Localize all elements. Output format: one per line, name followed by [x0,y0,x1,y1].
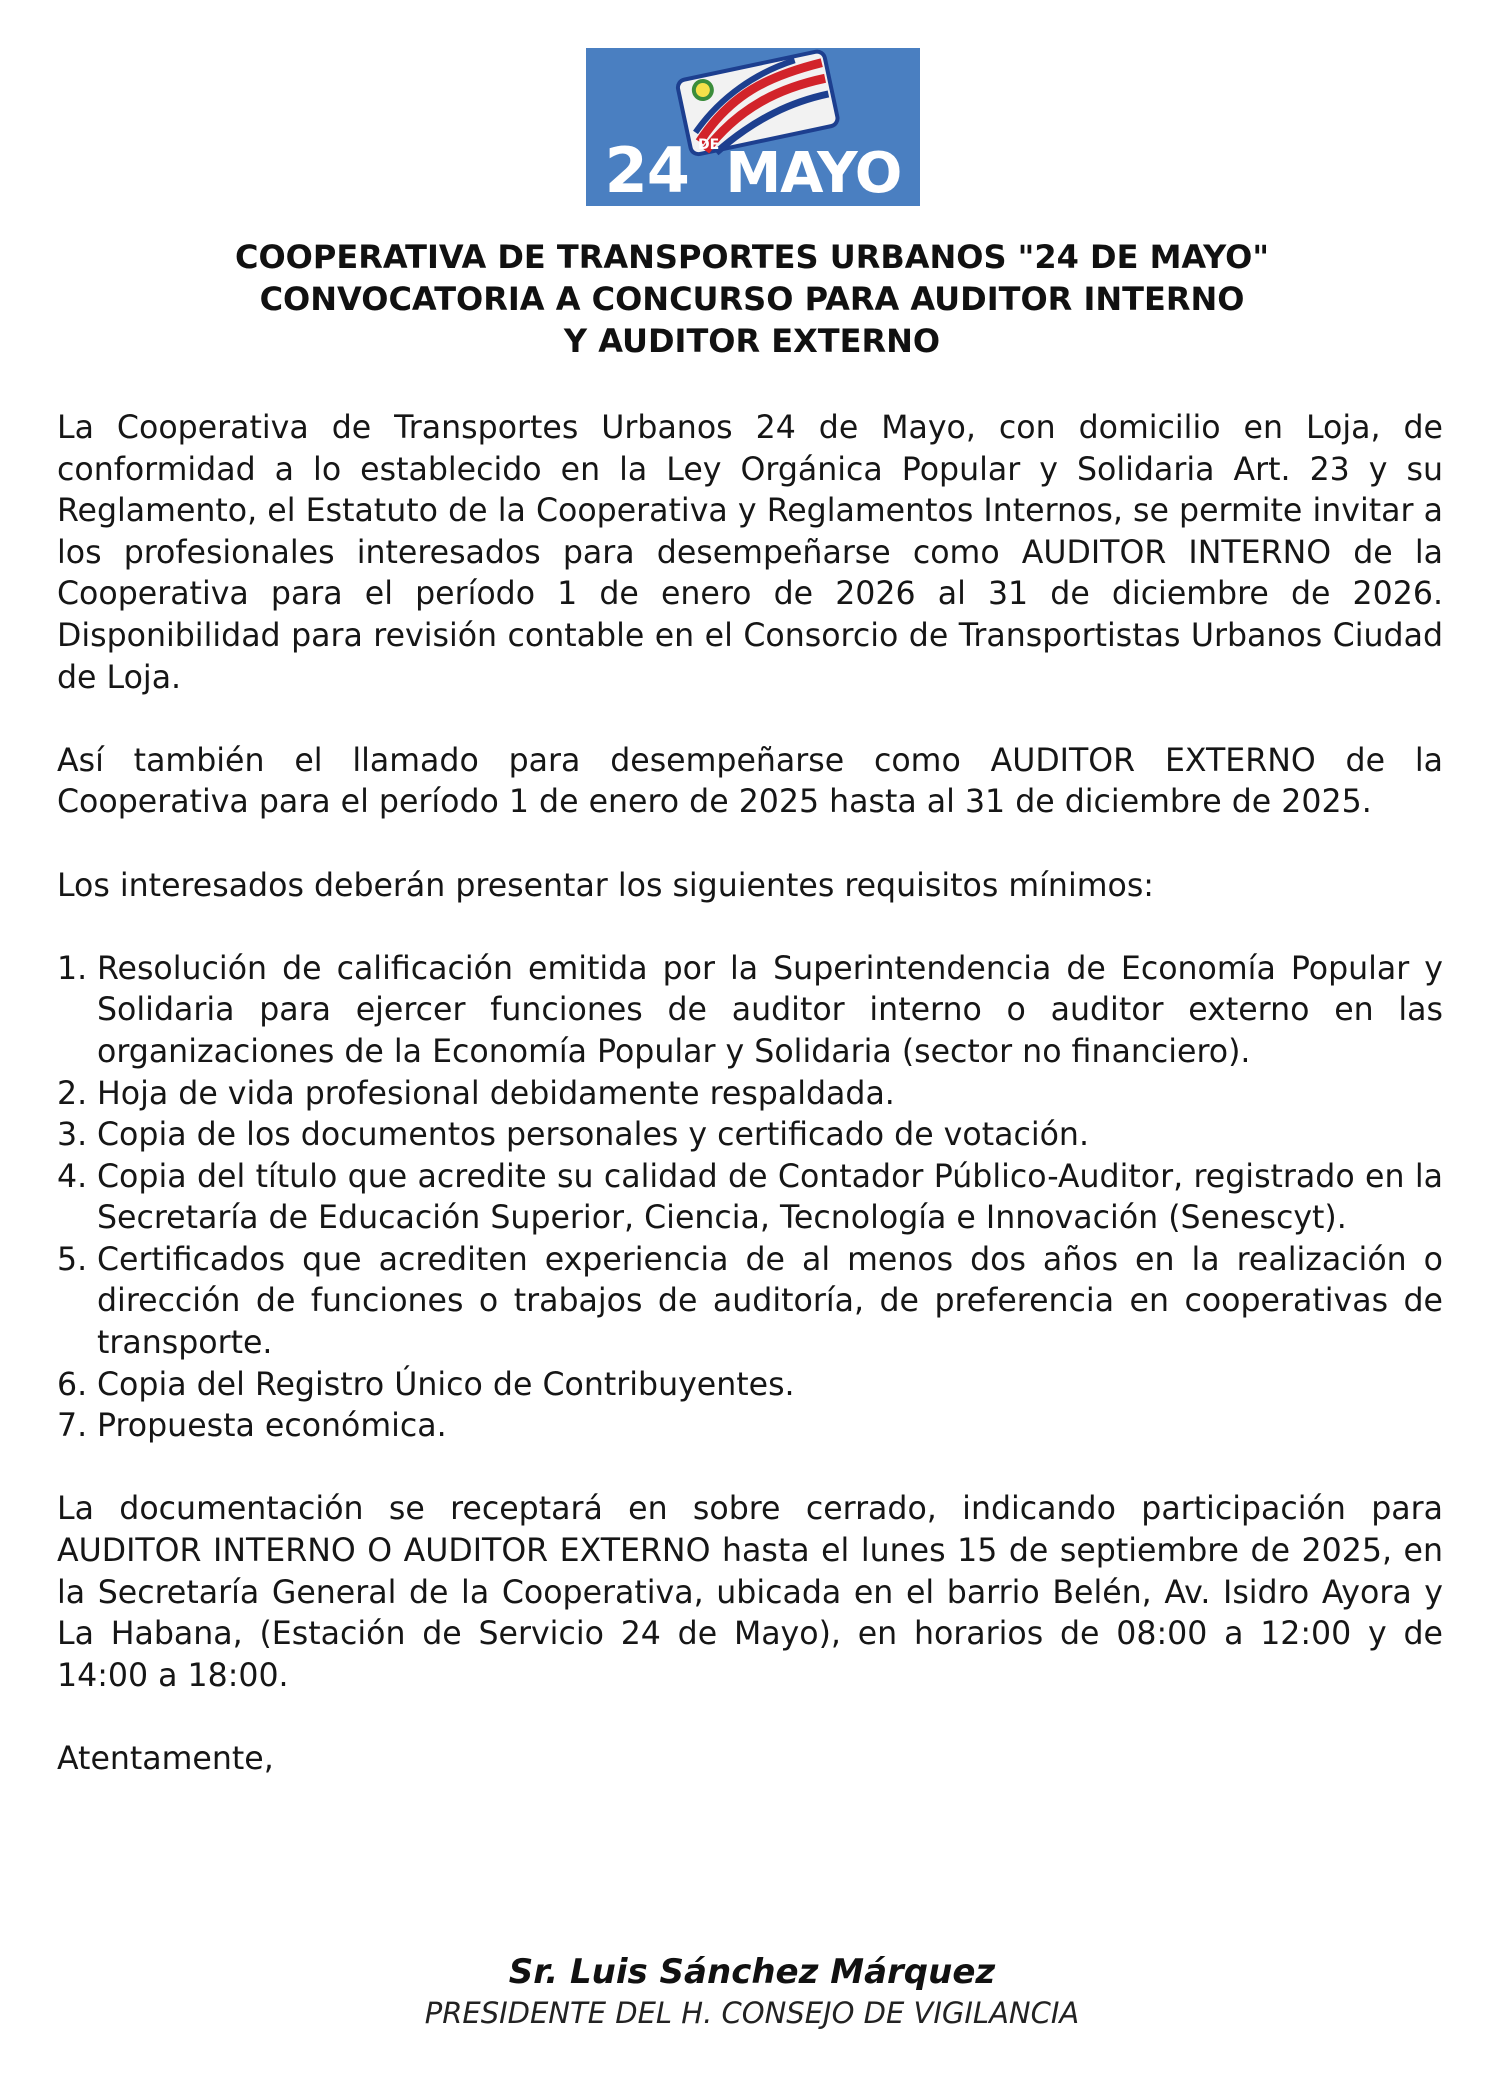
logo-de: DE [698,137,720,153]
requirements-list [57,949,1443,1448]
signatory-name: Sr. Luis Sánchez Márquez [508,1952,996,1992]
list-item-number: 2. [57,1075,88,1112]
logo-number: 24 [604,134,689,207]
list-item [57,1406,1443,1448]
signatory-title: PRESIDENTE DEL H. CONSEJO DE VIGILANCIA [424,1996,1080,2030]
list-item-number: 4. [57,1158,88,1195]
heading-line-1: COOPERATIVA DE TRANSPORTES URBANOS "24 DE MAYO" [234,238,1270,276]
document-title [60,236,1444,362]
list-item [57,1240,1443,1365]
list-item-text: Copia del título que acredite su calidad de Contador Público-Auditor, registrado en la Secretaría de Educación Superior, Ciencia, Tecnología e Innovación (Senescyt). [97,1158,1443,1237]
list-item [57,1074,1443,1116]
logo-wordmark [586,134,920,207]
list-item [57,949,1443,1074]
closing-salutation: Atentamente, [57,1741,274,1777]
cooperative-logo [586,48,920,206]
list-item-text: Propuesta económica. [97,1408,447,1445]
signature-block [0,1950,1504,2032]
heading-line-3: Y AUDITOR EXTERNO [563,322,941,360]
list-item-number: 6. [57,1366,88,1403]
list-item-text: Resolución de calificación emitida por la Superintendencia de Economía Popular y Solidaria para ejercer funciones de auditor interno o auditor externo en las organizaciones de la Economía Popular y Solidaria (sector no financiero). [97,950,1443,1070]
list-item-number: 5. [57,1241,88,1278]
list-item-number: 7. [57,1408,88,1445]
heading-line-2: CONVOCATORIA A CONCURSO PARA AUDITOR INTERNO [259,280,1245,318]
list-item-number: 3. [57,1117,88,1154]
external-auditor-paragraph: Así también el llamado para desempeñarse como AUDITOR EXTERNO de la Cooperativa para el período 1 de enero de 2025 hasta al 31 de diciembre de 2025. [57,742,1443,821]
list-item [57,1365,1443,1407]
list-item-text: Copia del Registro Único de Contribuyentes. [97,1366,795,1403]
list-item-text: Hoja de vida profesional debidamente respaldada. [97,1075,895,1112]
list-item [57,1157,1443,1240]
logo-month: MAYO [725,141,902,206]
list-item-text: Certificados que acrediten experiencia de al menos dos años en la realización o dirección de funciones o trabajos de auditoría, de preferencia en cooperativas de transporte. [97,1241,1443,1362]
document-body [57,408,1443,1781]
requirements-intro: Los interesados deberán presentar los siguientes requisitos mínimos: [57,867,1154,904]
list-item-number: 1. [57,950,88,987]
list-item [57,1115,1443,1157]
list-item-text: Copia de los documentos personales y certificado de votación. [97,1117,1089,1154]
delivery-paragraph: La documentación se receptará en sobre cerrado, indicando participación para AUDITOR INTERNO O AUDITOR EXTERNO hasta el lunes 15 de septiembre de 2025, en la Secretaría General de la Cooperativa, ubicada en el barrio Belén, Av. Isidro Ayora y La Habana, (Estación de Servicio 24 de Mayo), en horarios de 08:00 a 12:00 y de 14:00 a 18:00. [57,1491,1443,1694]
intro-paragraph: La Cooperativa de Transportes Urbanos 24 de Mayo, con domicilio en Loja, de conformidad a lo establecido en la Ley Orgánica Popular y Solidaria Art. 23 y su Reglamento, el Estatuto de la Cooperativa y Reglamentos Internos, se permite invitar a los profesionales interesados para desempeñarse como AUDITOR INTERNO de la Cooperativa para el período 1 de enero de 2026 al 31 de diciembre de 2026. Disponibilidad para revisión contable en el Consorcio de Transportistas Urbanos Ciudad de Loja. [57,410,1443,696]
